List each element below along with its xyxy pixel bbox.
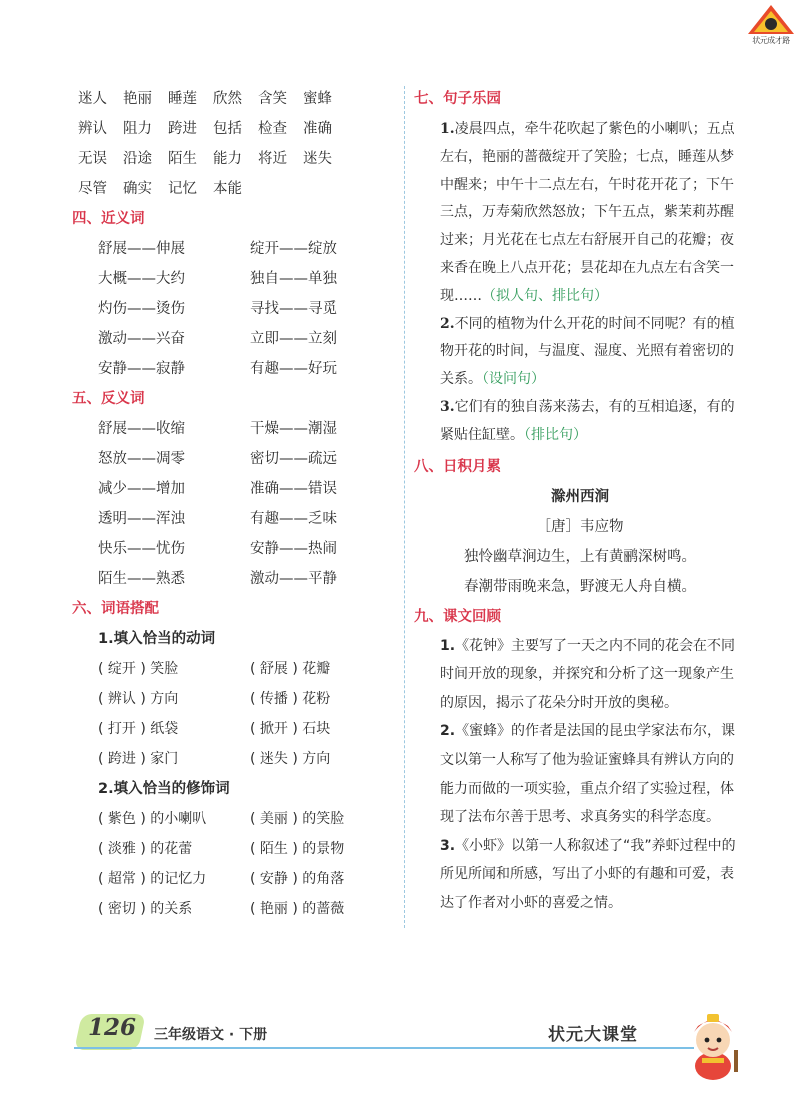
verb-phrase: ( 掀开 ) 石块 [250, 721, 331, 737]
synonym-row [78, 354, 398, 384]
item-number: 2. [440, 315, 455, 332]
modifier-phrase: ( 淡雅 ) 的花蕾 [98, 841, 193, 857]
review-text: 《蜜蜂》的作者是法国的昆虫学家法布尔，课文以第一人称写了他为验证蜜蜂具有辨认方向的能力而做的一项实验，重点介绍了实验过程，体现了法布尔善于思考、求真务实的科学态度。 [440, 723, 736, 826]
left-column [72, 84, 398, 924]
vocab-word: 陌生 [168, 151, 197, 167]
verb-phrase: ( 辨认 ) 方向 [98, 691, 179, 707]
vocab-row [78, 114, 398, 144]
antonym-pair: 激动——平静 [250, 571, 337, 587]
modifier-row [78, 834, 398, 864]
antonym-row [78, 534, 398, 564]
synonym-pair: 安静——寂静 [98, 361, 185, 377]
synonym-pair: 激动——兴奋 [98, 331, 185, 347]
vocab-row [78, 144, 398, 174]
vocab-row [78, 84, 398, 114]
sentence-text: 它们有的独自荡来荡去，有的互相追逐，有的紧贴住缸壁。 [440, 398, 735, 443]
synonym-pair: 独自——单独 [250, 271, 337, 287]
synonym-pair: 灼伤——烫伤 [98, 301, 185, 317]
modifier-phrase: ( 艳丽 ) 的蔷薇 [250, 901, 345, 917]
verb-row [78, 654, 398, 684]
synonym-row [78, 264, 398, 294]
poem-title: 滁州西涧 [551, 488, 609, 505]
antonym-pair: 怒放——凋零 [98, 451, 185, 467]
vocab-word: 本能 [213, 181, 242, 197]
synonym-pair: 绽开——绽放 [250, 241, 337, 257]
vocab-word: 含笑 [258, 91, 287, 107]
item-number: 3. [440, 837, 456, 854]
vocab-word: 蜜蜂 [303, 91, 332, 107]
modifier-phrase: ( 陌生 ) 的景物 [250, 841, 345, 857]
sentence-type-tag: （设问句） [482, 371, 545, 388]
mascot-illustration [674, 1006, 752, 1082]
modifiers-subheading: 2.填入恰当的修饰词 [98, 781, 230, 797]
item-number: 1. [440, 121, 455, 137]
vocab-word: 睡莲 [168, 91, 197, 107]
vocab-word: 无误 [78, 151, 107, 167]
verb-phrase: ( 迷失 ) 方向 [250, 751, 331, 767]
modifier-phrase: ( 密切 ) 的关系 [98, 901, 193, 917]
review-item [420, 632, 740, 718]
sentence-item [420, 394, 740, 450]
vocab-word: 准确 [303, 121, 332, 137]
synonym-pair: 舒展——伸展 [98, 241, 185, 257]
brand-emblem-icon [746, 4, 796, 36]
synonym-pair: 立即——立刻 [250, 331, 337, 347]
column-divider [404, 86, 405, 928]
antonym-pair: 准确——错误 [250, 481, 337, 497]
series-title: 状元大课堂 [548, 1025, 638, 1045]
modifier-row [78, 894, 398, 924]
vocab-word: 阻力 [123, 121, 152, 137]
verb-phrase: ( 打开 ) 纸袋 [98, 721, 179, 737]
poem-line: 春潮带雨晚来急，野渡无人舟自横。 [464, 578, 696, 595]
verb-phrase: ( 跨进 ) 家门 [98, 751, 179, 767]
review-item [420, 717, 740, 831]
poem-author: ［唐］韦应物 [536, 518, 624, 535]
vocab-word: 迷失 [303, 151, 332, 167]
vocab-row [78, 174, 398, 204]
modifier-phrase: ( 美丽 ) 的笑脸 [250, 811, 345, 827]
review-text: 《小虾》以第一人称叙述了“我”养虾过程中的所见所闻和所感，写出了小虾的有趣和可爱，表达了作者对小虾的喜爱之情。 [440, 837, 736, 911]
item-number: 2. [440, 723, 456, 740]
modifier-phrase: ( 紫色 ) 的小喇叭 [98, 811, 207, 827]
vocab-word: 确实 [123, 181, 152, 197]
verb-phrase: ( 舒展 ) 花瓣 [250, 661, 331, 677]
antonym-row [78, 504, 398, 534]
synonyms-heading: 四、近义词 [72, 211, 145, 227]
synonym-pair: 寻找——寻觅 [250, 301, 337, 317]
mascot-icon [674, 1006, 752, 1082]
sentence-type-tag: （拟人句、排比句） [482, 287, 608, 304]
vocab-word: 检查 [258, 121, 287, 137]
antonym-row [78, 564, 398, 594]
antonym-pair: 安静——热闹 [250, 541, 337, 557]
right-column [414, 84, 740, 918]
vocab-word: 跨进 [168, 121, 197, 137]
vocab-word: 沿途 [123, 151, 152, 167]
collocation-heading: 六、词语搭配 [72, 601, 159, 617]
synonym-row [78, 324, 398, 354]
item-number: 3. [440, 398, 455, 415]
grade-label: 三年级语文 · 下册 [154, 1027, 268, 1043]
modifier-row [78, 864, 398, 894]
vocab-word: 记忆 [168, 181, 197, 197]
vocab-word: 辨认 [78, 121, 107, 137]
antonym-pair: 舒展——收缩 [98, 421, 185, 437]
antonym-row [78, 414, 398, 444]
sentence-text: 不同的植物为什么开花的时间不同呢？有的植物开花的时间，与温度、湿度、光照有着密切的关系。 [440, 315, 735, 388]
antonym-row [78, 444, 398, 474]
sentence-type-tag: （排比句） [524, 426, 587, 443]
antonym-row [78, 474, 398, 504]
vocab-word: 能力 [213, 151, 242, 167]
synonym-pair: 有趣——好玩 [250, 361, 337, 377]
vocab-word: 艳丽 [123, 91, 152, 107]
review-text: 《花钟》主要写了一天之内不同的花会在不同时间开放的现象，并探究和分析了这一现象产生的原因，揭示了花朵分时开放的奥秘。 [440, 637, 736, 711]
vocab-word: 迷人 [78, 91, 107, 107]
verb-row [78, 714, 398, 744]
antonyms-heading: 五、反义词 [72, 391, 145, 407]
verb-phrase: ( 传播 ) 花粉 [250, 691, 331, 707]
vocab-word: 尽管 [78, 181, 107, 197]
vocab-word: 将近 [258, 151, 287, 167]
antonym-pair: 减少——增加 [98, 481, 185, 497]
antonym-pair: 快乐——忧伤 [98, 541, 185, 557]
verb-row [78, 744, 398, 774]
sentence-text: 凌晨四点，牵牛花吹起了紫色的小喇叭；五点左右，艳丽的蔷薇绽开了笑脸；七点，睡莲从梦中醒来；中午十二点左右，午时花开花了；下午三点，万寿菊欣然怒放；下午五点，紫茉莉苏醒过来；月光花在七点左右舒展开自己的花瓣；夜来香在晚上八点开花；昙花却在九点左右含笑一现…… [440, 121, 735, 304]
synonym-pair: 大概——大约 [98, 271, 185, 287]
antonym-pair: 密切——疏远 [250, 451, 337, 467]
modifier-phrase: ( 超常 ) 的记忆力 [98, 871, 207, 887]
modifier-row [78, 804, 398, 834]
antonym-pair: 陌生——熟悉 [98, 571, 185, 587]
synonym-row [78, 234, 398, 264]
verb-phrase: ( 绽开 ) 笑脸 [98, 661, 179, 677]
poem-line: 独怜幽草涧边生，上有黄鹂深树鸣。 [464, 548, 696, 565]
verbs-subheading: 1.填入恰当的动词 [98, 631, 216, 647]
sentences-heading: 七、句子乐园 [414, 91, 501, 107]
page-number: 126 [88, 1014, 137, 1041]
review-item [420, 832, 740, 918]
antonym-pair: 透明——浑浊 [98, 511, 185, 527]
verb-row [78, 684, 398, 714]
vocab-list [78, 84, 398, 204]
synonym-row [78, 294, 398, 324]
footer-rule [74, 1047, 694, 1049]
item-number: 1. [440, 637, 456, 654]
review-heading: 九、课文回顾 [414, 608, 501, 625]
brand-logo [746, 4, 796, 48]
brand-name: 状元成才路 [752, 36, 790, 45]
antonym-pair: 干燥——潮湿 [250, 421, 337, 437]
vocab-word: 欣然 [213, 91, 242, 107]
sentence-item [420, 116, 740, 311]
sentence-item [420, 311, 740, 394]
vocab-word: 包括 [213, 121, 242, 137]
modifier-phrase: ( 安静 ) 的角落 [250, 871, 345, 887]
antonym-pair: 有趣——乏味 [250, 511, 337, 527]
accumulate-heading: 八、日积月累 [414, 458, 501, 475]
